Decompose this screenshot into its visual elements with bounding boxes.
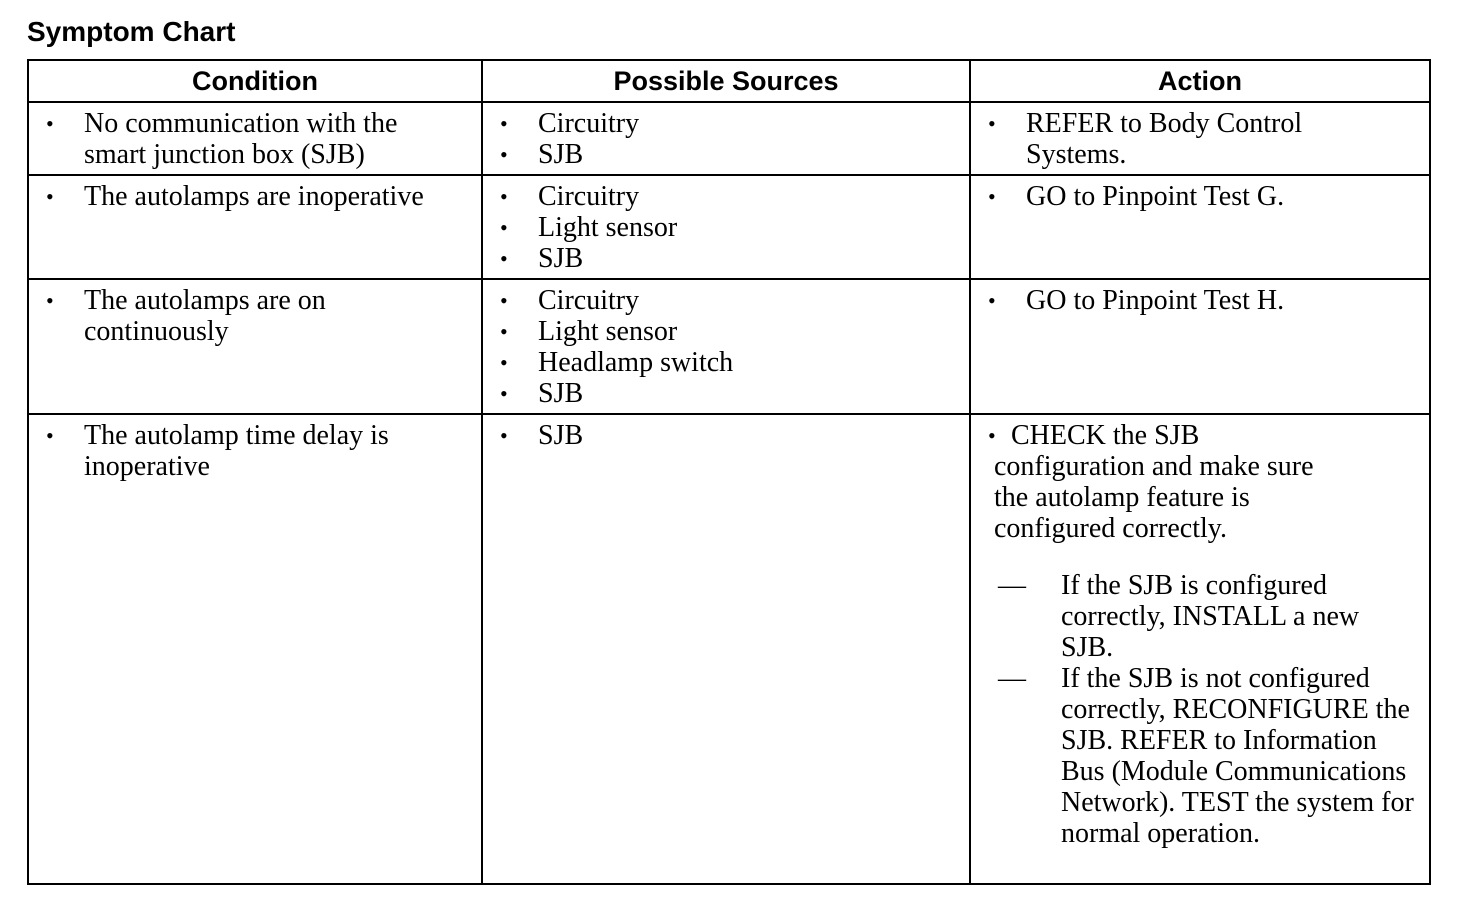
header-row: [28, 60, 1430, 102]
condition-cell: [28, 279, 482, 414]
list-item: [37, 181, 473, 212]
header-possible-sources: Possible Sources: [482, 60, 970, 102]
list-item: [37, 108, 473, 170]
list-item: [979, 181, 1421, 212]
bullet-icon: •: [500, 288, 508, 313]
action-cell: [970, 102, 1430, 175]
source-text: Headlamp switch: [538, 347, 734, 378]
source-text: SJB: [538, 378, 584, 409]
bullet-icon: •: [988, 423, 996, 448]
bullet-icon: •: [500, 381, 508, 406]
list-item: [979, 285, 1421, 316]
sources-cell: [482, 414, 970, 884]
list-item: [491, 243, 961, 274]
list-item: [491, 285, 961, 316]
bullet-icon: •: [500, 142, 508, 167]
source-text: Circuitry: [538, 181, 640, 212]
page-title: Symptom Chart: [27, 16, 236, 47]
source-text: Circuitry: [538, 108, 640, 139]
condition-text: The autolamps are inoperative: [84, 181, 424, 212]
bullet-icon: •: [46, 184, 54, 209]
sub-list-item: [979, 570, 1421, 663]
sources-cell: [482, 102, 970, 175]
source-text: Circuitry: [538, 285, 640, 316]
list-item: [979, 108, 1421, 170]
dash-icon: —: [998, 570, 1026, 601]
action-text: GO to Pinpoint Test G.: [1026, 181, 1285, 212]
condition-cell: [28, 175, 482, 279]
bullet-icon: •: [500, 350, 508, 375]
condition-text: No communication with the smart junction box (SJB): [84, 108, 398, 170]
action-text: REFER to Body Control Systems.: [1026, 108, 1303, 170]
list-item: [491, 212, 961, 243]
table-row: [28, 175, 1430, 279]
list-item: [491, 108, 961, 139]
sub-action-text: If the SJB is configured correctly, INSTALL a new SJB.: [1061, 570, 1360, 663]
list-item: [979, 420, 1421, 451]
source-text: Light sensor: [538, 212, 678, 243]
list-item: [491, 378, 961, 409]
header-action: Action: [970, 60, 1430, 102]
bullet-icon: •: [988, 111, 996, 136]
bullet-icon: •: [500, 246, 508, 271]
list-item: [37, 285, 473, 347]
condition-cell: [28, 414, 482, 884]
bullet-icon: •: [46, 111, 54, 136]
condition-cell: [28, 102, 482, 175]
action-paragraph: [979, 420, 1421, 544]
bullet-icon: •: [500, 423, 508, 448]
sources-cell: [482, 175, 970, 279]
list-item: [491, 139, 961, 170]
bullet-icon: •: [46, 288, 54, 313]
bullet-icon: •: [988, 184, 996, 209]
source-text: SJB: [538, 420, 584, 451]
bullet-icon: •: [46, 423, 54, 448]
list-item: [491, 181, 961, 212]
action-cell: [970, 414, 1430, 884]
action-text: GO to Pinpoint Test H.: [1026, 285, 1285, 316]
action-lead-text: CHECK the SJB: [1011, 420, 1200, 451]
sources-cell: [482, 279, 970, 414]
source-text: SJB: [538, 139, 584, 170]
action-cell: [970, 175, 1430, 279]
symptom-chart-table: [27, 59, 1431, 885]
table-row: [28, 102, 1430, 175]
condition-text: The autolamps are on continuously: [84, 285, 326, 347]
sub-action-text: If the SJB is not configured correctly, RECONFIGURE the SJB. REFER to Information Bus (Module Communications Network). TEST the system for normal operation.: [1061, 663, 1414, 849]
table-row: [28, 414, 1430, 884]
source-text: SJB: [538, 243, 584, 274]
condition-text: The autolamp time delay is inoperative: [84, 420, 389, 482]
bullet-icon: •: [500, 215, 508, 240]
table-row: [28, 279, 1430, 414]
sub-list-item: [979, 663, 1421, 849]
bullet-icon: •: [500, 184, 508, 209]
action-cell: [970, 279, 1430, 414]
list-item: [491, 316, 961, 347]
bullet-icon: •: [500, 319, 508, 344]
header-condition: Condition: [28, 60, 482, 102]
dash-icon: —: [998, 663, 1026, 694]
list-item: [37, 420, 473, 482]
bullet-icon: •: [988, 288, 996, 313]
list-item: [491, 420, 961, 451]
list-item: [491, 347, 961, 378]
action-continuation-text: configuration and make sure the autolamp feature is configured correctly.: [994, 451, 1314, 544]
source-text: Light sensor: [538, 316, 678, 347]
bullet-icon: •: [500, 111, 508, 136]
